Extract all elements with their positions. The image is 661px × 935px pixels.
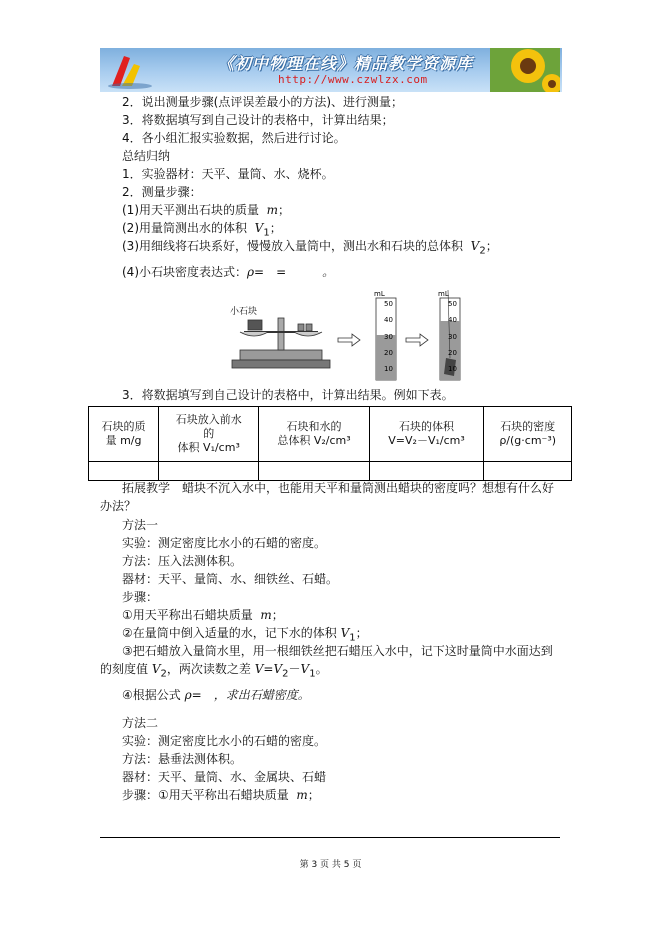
step-line-3: 3．将数据填写到自己设计的表格中，计算出结果； <box>122 113 394 127</box>
tick-label: 10 <box>448 365 457 373</box>
table-header: 石块的体积 V=V₂－V₁/cm³ <box>369 407 484 462</box>
extension-question: 拓展教学 蜡块不沉入水中，也能用天平和量筒测出蜡块的密度吗？想想有什么好 <box>122 481 555 495</box>
method-2-title: 方法二 <box>122 716 159 730</box>
table-header: 石块的质 量 m/g <box>89 407 159 462</box>
step-line-2: 2．说出测量步骤(点评误差最小的方法)、进行测量； <box>122 95 404 109</box>
section-summary: 总结归纳 <box>122 149 171 163</box>
summary-equipment: 1．实验器材：天平、量筒、水、烧杯。 <box>122 167 334 181</box>
extension-question-cont: 办法？ <box>100 499 137 513</box>
tick-label: 20 <box>384 349 393 357</box>
tick-label: 10 <box>384 365 393 373</box>
balance-icon <box>232 318 330 368</box>
sunflower-icon <box>490 48 560 92</box>
tick-label: 30 <box>448 333 457 341</box>
summary-step-2: (2)用量筒测出水的体积 $V_1$； <box>122 221 282 239</box>
summary-steps-title: 2．测量步骤： <box>122 185 202 199</box>
cylinder-water <box>374 290 396 380</box>
method-1-experiment: 实验：测定密度比水小的石蜡的密度。 <box>122 536 327 550</box>
measurement-figure <box>226 288 470 384</box>
summary-step-4: (4)小石块密度表达式：ρ= = 。 <box>122 265 335 279</box>
method-2-experiment: 实验：测定密度比水小的石蜡的密度。 <box>122 734 327 748</box>
summary-step-1: (1)用天平测出石块的质量 m； <box>122 203 291 217</box>
cylinder-unit: mL <box>374 290 385 298</box>
table-header: 石块和水的 总体积 V₂/cm³ <box>259 407 369 462</box>
method-1-step-1: ①用天平称出石蜡块质量 m； <box>122 608 284 622</box>
step-line-4: 4．各小组汇报实验数据，然后进行讨论。 <box>122 131 346 145</box>
method-2-step-1: 步骤：①用天平称出石蜡块质量 m； <box>122 788 320 802</box>
method-1-step-3: ③把石蜡放入量筒水里，用一根细铁丝把石蜡压入水中，记下这时量筒中水面达到 <box>122 644 553 658</box>
method-1-method: 方法：压入法测体积。 <box>122 554 243 568</box>
method-2-equipment: 器材：天平、量筒、水、金属块、石蜡 <box>122 770 327 784</box>
arrow-icon <box>338 334 360 346</box>
method-1-equipment: 器材：天平、量筒、水、细铁丝、石蜡。 <box>122 572 339 586</box>
banner-url[interactable]: http://www.czwlzx.com <box>278 73 428 86</box>
arrow-icon <box>406 334 428 346</box>
stone-label: 小石块 <box>230 307 258 317</box>
method-2-method: 方法：悬垂法测体积。 <box>122 752 243 766</box>
tick-label: 20 <box>448 349 457 357</box>
data-table <box>88 406 572 481</box>
method-1-step-3-cont: 的刻度值 $V_2$，两次读数之差 $V=V_2-V_1$。 <box>100 662 328 680</box>
page-number: 第 3 页 共 5 页 <box>299 860 362 870</box>
table-row <box>89 462 572 481</box>
table-header: 石块的密度 ρ/(g·cm⁻³) <box>484 407 572 462</box>
tick-label: 50 <box>448 300 457 308</box>
footer-divider <box>100 837 560 838</box>
table-header: 石块放入前水 的 体积 V₁/cm³ <box>159 407 259 462</box>
tick-label: 50 <box>384 300 393 308</box>
method-1-step-2: ②在量筒中倒入适量的水，记下水的体积 $V_1$； <box>122 626 368 644</box>
logo-icon <box>104 50 156 90</box>
method-1-title: 方法一 <box>122 518 159 532</box>
tick-label: 40 <box>384 316 393 324</box>
tick-label: 40 <box>448 316 457 324</box>
method-1-step-4: ④根据公式 ρ= ，求出石蜡密度。 <box>122 688 310 702</box>
cylinder-unit: mL <box>438 290 449 298</box>
header-banner <box>100 48 562 92</box>
summary-step-3: (3)用细线将石块系好，慢慢放入量筒中，测出水和石块的总体积 $V_2$； <box>122 239 498 257</box>
table-intro: 3．将数据填写到自己设计的表格中，计算出结果。例如下表。 <box>122 388 454 402</box>
method-1-steps: 步骤： <box>122 590 159 604</box>
banner-title: 《初中物理在线》精品教学资源库 <box>218 54 474 73</box>
cylinder-water-stone <box>438 290 460 380</box>
tick-label: 30 <box>384 333 393 341</box>
